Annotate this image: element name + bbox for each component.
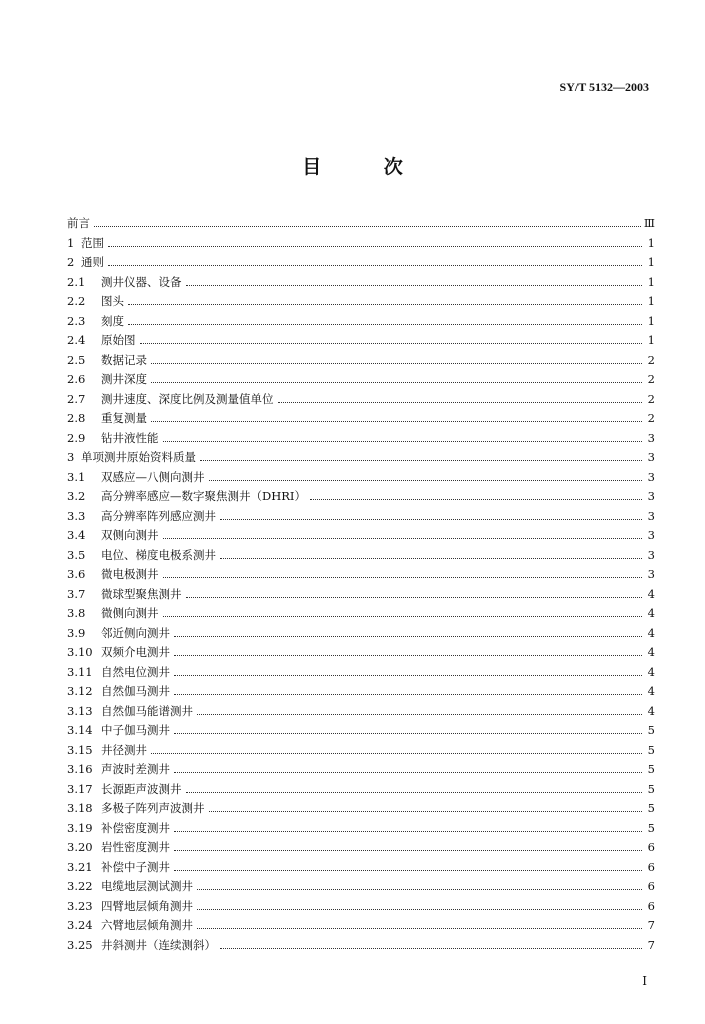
toc-entry-page: 2 — [647, 411, 655, 425]
toc-entry-page: 4 — [647, 625, 655, 640]
toc-entry-page: 2 — [647, 391, 655, 406]
toc-entry-page: 5 — [647, 742, 655, 757]
toc-dot-leader — [108, 264, 642, 266]
toc-entry-label: 微电极测井 — [101, 567, 159, 581]
toc-entry-label: 高分辨率阵列感应测井 — [101, 508, 216, 523]
toc-entry-page: 5 — [647, 820, 655, 835]
toc-entry-page: 4 — [647, 703, 655, 718]
toc-entry-page: 2 — [647, 372, 655, 386]
toc-entry-page: 4 — [647, 645, 655, 659]
toc-entry-label: 邻近侧向测井 — [101, 625, 170, 640]
toc-entry-label: 自然电位测井 — [101, 664, 170, 679]
toc-entry-page: 3 — [647, 567, 655, 581]
toc-entry[interactable] — [67, 468, 655, 488]
toc-entry[interactable] — [67, 741, 655, 761]
toc-entry-number: 2.1 — [67, 274, 86, 289]
toc-entry-label: 多极子阵列声波测井 — [101, 801, 205, 815]
toc-dot-leader — [128, 323, 642, 325]
toc-entry-label: 测井仪器、设备 — [101, 274, 182, 289]
toc-entry-label: 井斜测井（连续测斜） — [101, 937, 216, 952]
toc-entry-number: 2.6 — [67, 372, 86, 386]
toc-entry-number: 3.5 — [67, 547, 86, 562]
toc-entry[interactable] — [67, 780, 655, 800]
toc-entry-number: 3.15 — [67, 742, 93, 757]
toc-entry[interactable] — [67, 682, 655, 702]
toc-entry-number: 2.5 — [67, 352, 86, 367]
toc-dot-leader — [220, 947, 642, 949]
toc-entry-number: 3.7 — [67, 586, 86, 601]
toc-dot-leader — [174, 635, 642, 637]
toc-entry[interactable] — [67, 760, 655, 780]
toc-entry-label: 微球型聚焦测井 — [101, 586, 182, 601]
toc-dot-leader — [174, 654, 642, 656]
toc-dot-leader — [186, 596, 643, 598]
toc-dot-leader — [108, 245, 642, 247]
toc-entry-number: 3.3 — [67, 508, 86, 523]
toc-dot-leader — [151, 362, 642, 364]
page-number: I — [642, 974, 647, 988]
toc-entry-label: 补偿中子测井 — [101, 859, 170, 874]
toc-entry-number: 3.4 — [67, 528, 86, 542]
toc-entry[interactable] — [67, 331, 655, 351]
toc-dot-leader — [310, 498, 642, 500]
toc-entry-label: 测井深度 — [101, 372, 147, 386]
toc-entry-page: 5 — [647, 762, 655, 776]
toc-dot-leader — [174, 693, 642, 695]
toc-entry-page: 3 — [647, 508, 655, 523]
toc-entry-page: 4 — [647, 606, 655, 620]
toc-entry-number: 3.14 — [67, 723, 93, 737]
toc-dot-leader — [163, 537, 643, 539]
toc-entry[interactable] — [67, 585, 655, 605]
toc-entry[interactable] — [67, 429, 655, 449]
toc-entry-label: 单项测井原始资料质量 — [81, 450, 196, 464]
toc-dot-leader — [278, 401, 643, 403]
toc-dot-leader — [128, 303, 642, 305]
toc-entry-label: 数据记录 — [101, 352, 147, 367]
toc-dot-leader — [174, 732, 642, 734]
toc-dot-leader — [220, 557, 642, 559]
toc-entry-number: 3.17 — [67, 781, 93, 796]
toc-entry[interactable] — [67, 546, 655, 566]
toc-entry-page: 5 — [647, 781, 655, 796]
standard-code: SY/T 5132—2003 — [559, 80, 649, 94]
toc-dot-leader — [151, 752, 642, 754]
toc-entry-page: 7 — [647, 918, 655, 932]
toc-entry-number: 2 — [67, 255, 75, 269]
toc-dot-leader — [163, 576, 643, 578]
toc-entry-label: 双侧向测井 — [101, 528, 159, 542]
toc-entry-label: 长源距声波测井 — [101, 781, 182, 796]
toc-entry-page: 1 — [647, 294, 655, 308]
toc-entry[interactable] — [67, 877, 655, 897]
toc-dot-leader — [209, 810, 643, 812]
toc-entry-number: 3.1 — [67, 469, 86, 484]
toc-entry-label: 自然伽马能谱测井 — [101, 703, 193, 718]
toc-entry-page: 6 — [647, 898, 655, 913]
toc-entry-label: 井径测井 — [101, 742, 147, 757]
toc-entry[interactable] — [67, 312, 655, 332]
toc-dot-leader — [174, 674, 642, 676]
toc-dot-leader — [197, 927, 642, 929]
toc-entry[interactable] — [67, 604, 655, 624]
toc-entry-label: 双感应—八侧向测井 — [101, 469, 205, 484]
table-of-contents — [67, 214, 655, 955]
toc-entry-page: 2 — [647, 352, 655, 367]
toc-dot-leader — [163, 440, 643, 442]
toc-entry-label: 双频介电测井 — [101, 645, 170, 659]
toc-entry[interactable] — [67, 292, 655, 312]
toc-entry-page: 5 — [647, 801, 655, 815]
toc-entry-label: 四臂地层倾角测井 — [101, 898, 193, 913]
toc-entry[interactable] — [67, 936, 655, 956]
toc-entry-label: 刻度 — [101, 313, 124, 328]
toc-entry[interactable] — [67, 721, 655, 741]
toc-entry-page: Ⅲ — [643, 216, 655, 230]
toc-entry-label: 六臂地层倾角测井 — [101, 918, 193, 932]
toc-entry-label: 微侧向测井 — [101, 606, 159, 620]
toc-entry-number: 3.20 — [67, 840, 93, 854]
toc-dot-leader — [140, 342, 643, 344]
toc-entry[interactable] — [67, 214, 655, 234]
toc-entry[interactable] — [67, 565, 655, 585]
toc-dot-leader — [174, 849, 642, 851]
toc-entry-page: 3 — [647, 489, 655, 503]
toc-entry-number: 1 — [67, 235, 75, 250]
toc-entry-page: 1 — [647, 235, 655, 250]
toc-dot-leader — [209, 479, 643, 481]
toc-entry-number: 2.9 — [67, 430, 86, 445]
toc-entry-page: 3 — [647, 469, 655, 484]
toc-entry[interactable] — [67, 624, 655, 644]
toc-entry-label: 电位、梯度电极系测井 — [101, 547, 216, 562]
toc-entry-label: 原始图 — [101, 333, 136, 347]
toc-entry-number: 3.23 — [67, 898, 93, 913]
toc-entry-number: 3.13 — [67, 703, 93, 718]
toc-entry-page: 4 — [647, 684, 655, 698]
toc-entry[interactable] — [67, 409, 655, 429]
page-title: 目 次 — [302, 156, 431, 178]
toc-entry-number: 3.21 — [67, 859, 93, 874]
toc-entry-label: 岩性密度测井 — [101, 840, 170, 854]
toc-entry-number: 3.24 — [67, 918, 93, 932]
toc-entry-page: 3 — [647, 528, 655, 542]
toc-entry-page: 1 — [647, 255, 655, 269]
toc-entry-label: 中子伽马测井 — [101, 723, 170, 737]
toc-entry-label: 钻井液性能 — [101, 430, 159, 445]
toc-entry[interactable] — [67, 487, 655, 507]
toc-dot-leader — [197, 888, 642, 890]
toc-dot-leader — [151, 381, 642, 383]
toc-entry-number: 3.12 — [67, 684, 93, 698]
toc-entry-label: 自然伽马测井 — [101, 684, 170, 698]
toc-entry[interactable] — [67, 507, 655, 527]
toc-entry-number: 3.8 — [67, 606, 86, 620]
toc-dot-leader — [151, 420, 642, 422]
toc-entry[interactable] — [67, 916, 655, 936]
toc-entry-page: 7 — [647, 937, 655, 952]
toc-dot-leader — [197, 713, 642, 715]
toc-entry-label: 补偿密度测井 — [101, 820, 170, 835]
toc-dot-leader — [186, 791, 643, 793]
toc-entry-number: 2.8 — [67, 411, 86, 425]
toc-entry-number: 3.19 — [67, 820, 93, 835]
toc-entry-number: 3 — [67, 450, 75, 464]
toc-entry-number: 3.18 — [67, 801, 93, 815]
toc-dot-leader — [174, 869, 642, 871]
toc-entry-page: 1 — [647, 333, 655, 347]
toc-entry-label: 重复测量 — [101, 411, 147, 425]
toc-entry-label: 范围 — [81, 235, 104, 250]
toc-entry-number: 2.4 — [67, 333, 86, 347]
toc-entry-page: 5 — [647, 723, 655, 737]
toc-entry-label: 通则 — [81, 255, 104, 269]
toc-entry[interactable] — [67, 897, 655, 917]
toc-entry[interactable] — [67, 643, 655, 663]
toc-entry-page: 4 — [647, 664, 655, 679]
toc-entry[interactable] — [67, 799, 655, 819]
toc-entry-page: 6 — [647, 879, 655, 893]
toc-entry-page: 3 — [647, 430, 655, 445]
toc-entry[interactable] — [67, 702, 655, 722]
toc-entry-label: 测井速度、深度比例及测量值单位 — [101, 391, 274, 406]
toc-entry-label: 声波时差测井 — [101, 762, 170, 776]
toc-entry[interactable] — [67, 663, 655, 683]
toc-entry-page: 1 — [647, 274, 655, 289]
toc-entry-label: 电缆地层测试测井 — [101, 879, 193, 893]
toc-entry[interactable] — [67, 858, 655, 878]
toc-entry[interactable] — [67, 526, 655, 546]
toc-entry-number: 前言 — [67, 216, 90, 230]
toc-entry[interactable] — [67, 253, 655, 273]
toc-entry-page: 6 — [647, 840, 655, 854]
toc-entry-label: 高分辨率感应—数字聚焦测井（DHRI） — [101, 489, 306, 503]
toc-dot-leader — [174, 771, 642, 773]
toc-dot-leader — [94, 225, 641, 227]
toc-entry-label: 图头 — [101, 294, 124, 308]
toc-entry-number: 3.16 — [67, 762, 93, 776]
toc-entry[interactable] — [67, 448, 655, 468]
toc-dot-leader — [174, 830, 642, 832]
toc-entry-number: 2.2 — [67, 294, 86, 308]
toc-entry-page: 1 — [647, 313, 655, 328]
toc-dot-leader — [197, 908, 642, 910]
toc-entry-page: 3 — [647, 450, 655, 464]
toc-dot-leader — [220, 518, 642, 520]
toc-entry[interactable] — [67, 273, 655, 293]
toc-entry-number: 3.11 — [67, 664, 93, 679]
toc-entry[interactable] — [67, 351, 655, 371]
toc-entry-number: 2.3 — [67, 313, 86, 328]
toc-entry-number: 3.22 — [67, 879, 93, 893]
toc-entry-number: 3.25 — [67, 937, 93, 952]
toc-dot-leader — [163, 615, 643, 617]
toc-entry[interactable] — [67, 390, 655, 410]
toc-entry-number: 3.6 — [67, 567, 86, 581]
toc-entry-number: 3.10 — [67, 645, 93, 659]
toc-entry-page: 6 — [647, 859, 655, 874]
toc-entry[interactable] — [67, 838, 655, 858]
toc-entry-page: 3 — [647, 547, 655, 562]
toc-entry[interactable] — [67, 819, 655, 839]
toc-entry[interactable] — [67, 234, 655, 254]
toc-dot-leader — [200, 459, 642, 461]
toc-entry-number: 3.2 — [67, 489, 86, 503]
toc-dot-leader — [186, 284, 643, 286]
toc-entry[interactable] — [67, 370, 655, 390]
toc-entry-page: 4 — [647, 586, 655, 601]
toc-entry-number: 2.7 — [67, 391, 86, 406]
toc-entry-number: 3.9 — [67, 625, 86, 640]
